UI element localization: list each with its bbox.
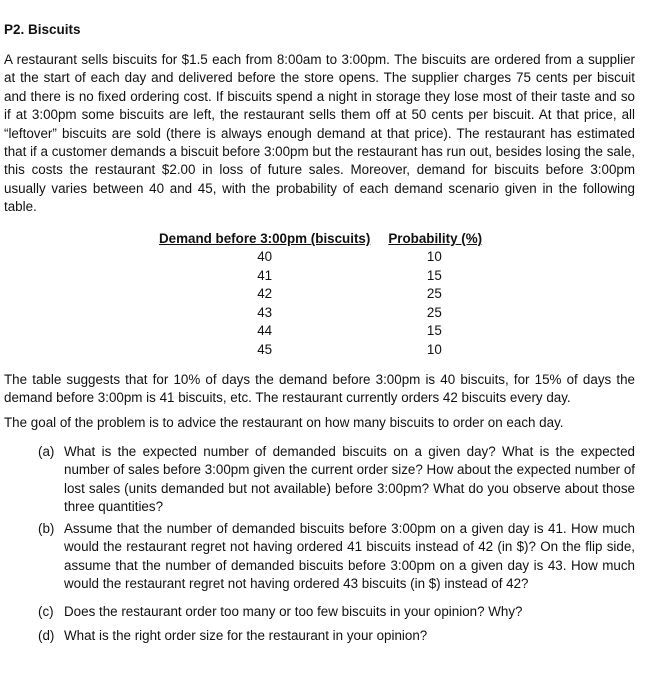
demand-cell: 44 <box>257 323 273 339</box>
table-row <box>159 267 488 286</box>
question-label: (b) <box>38 521 55 536</box>
probability-cell: 10 <box>426 341 442 357</box>
probability-cell: 25 <box>426 286 442 302</box>
question-a <box>38 443 635 517</box>
table-row <box>159 285 488 304</box>
table-header-row <box>159 230 488 248</box>
table-explanation-paragraph: The table suggests that for 10% of days the demand before 3:00pm is 40 biscuits, for 15% of days the demand before 3:00pm is 41 biscuits, etc. The restaurant currently orders 42 biscuits every day. <box>4 372 635 406</box>
demand-cell: 45 <box>257 341 273 357</box>
demand-cell: 41 <box>257 267 273 283</box>
demand-column-header: Demand before 3:00pm (biscuits) <box>159 231 371 246</box>
question-d <box>38 627 635 645</box>
question-b <box>38 520 635 594</box>
question-text: Does the restaurant order too many or too few biscuits in your opinion? Why? <box>64 604 523 619</box>
demand-cell: 43 <box>257 304 273 320</box>
question-label: (a) <box>38 444 55 459</box>
question-label: (c) <box>38 604 54 619</box>
demand-cell: 42 <box>257 286 273 302</box>
goal-paragraph: The goal of the problem is to advice the restaurant on how many biscuits to order on each day. <box>4 415 564 430</box>
table-row <box>159 322 488 341</box>
question-text: What is the right order size for the restaurant in your opinion? <box>64 628 428 643</box>
demand-probability-table <box>159 230 488 360</box>
demand-cell: 40 <box>257 249 273 264</box>
question-text: Assume that the number of demanded biscuits before 3:00pm on a given day is 41. How much would the restaurant regret not having ordered 41 biscuits instead of 42 (in $)? On the flip side, assume that the number of demanded biscuits before 3:00pm on a given day is 43. How much would the restaurant regret not having ordered 43 biscuits (in $) instead of 42? <box>64 521 635 592</box>
probability-cell: 15 <box>426 267 442 283</box>
question-c <box>38 603 635 621</box>
question-text: What is the expected number of demanded biscuits on a given day? What is the expected number of sales before 3:00pm given the current order size? How about the expected number of lost sales (units demanded but not available) before 3:00pm? What do you observe about those three quantities? <box>64 444 635 515</box>
probability-column-header: Probability (%) <box>388 231 483 246</box>
question-label: (d) <box>38 628 55 643</box>
probability-cell: 25 <box>426 304 442 320</box>
intro-paragraph: A restaurant sells biscuits for $1.5 each from 8:00am to 3:00pm. The biscuits are ordered from a supplier at the start of each day and delivered before the store opens. The supplier charges 75 cents per biscuit and there is no fixed ordering cost. If biscuits spend a night in storage they lose most of their taste and so if at 3:00pm some biscuits are left, the restaurant sells them off at 50 cents per biscuit. At that price, all “leftover” biscuits are sold (there is always enough demand at that price). The restaurant has estimated that if a customer demands a biscuit before 3:00pm but the restaurant has run out, besides losing the sale, this costs the restaurant $2.00 in loss of future sales. Moreover, demand for biscuits before 3:00pm usually varies between 40 and 45, with the probability of each demand scenario given in the following table. <box>4 52 635 215</box>
table-row <box>159 304 488 323</box>
problem-title: P2. Biscuits <box>4 22 81 37</box>
table-row <box>159 248 488 267</box>
table-row <box>159 341 488 360</box>
probability-cell: 15 <box>426 323 442 339</box>
probability-cell: 10 <box>426 249 442 264</box>
